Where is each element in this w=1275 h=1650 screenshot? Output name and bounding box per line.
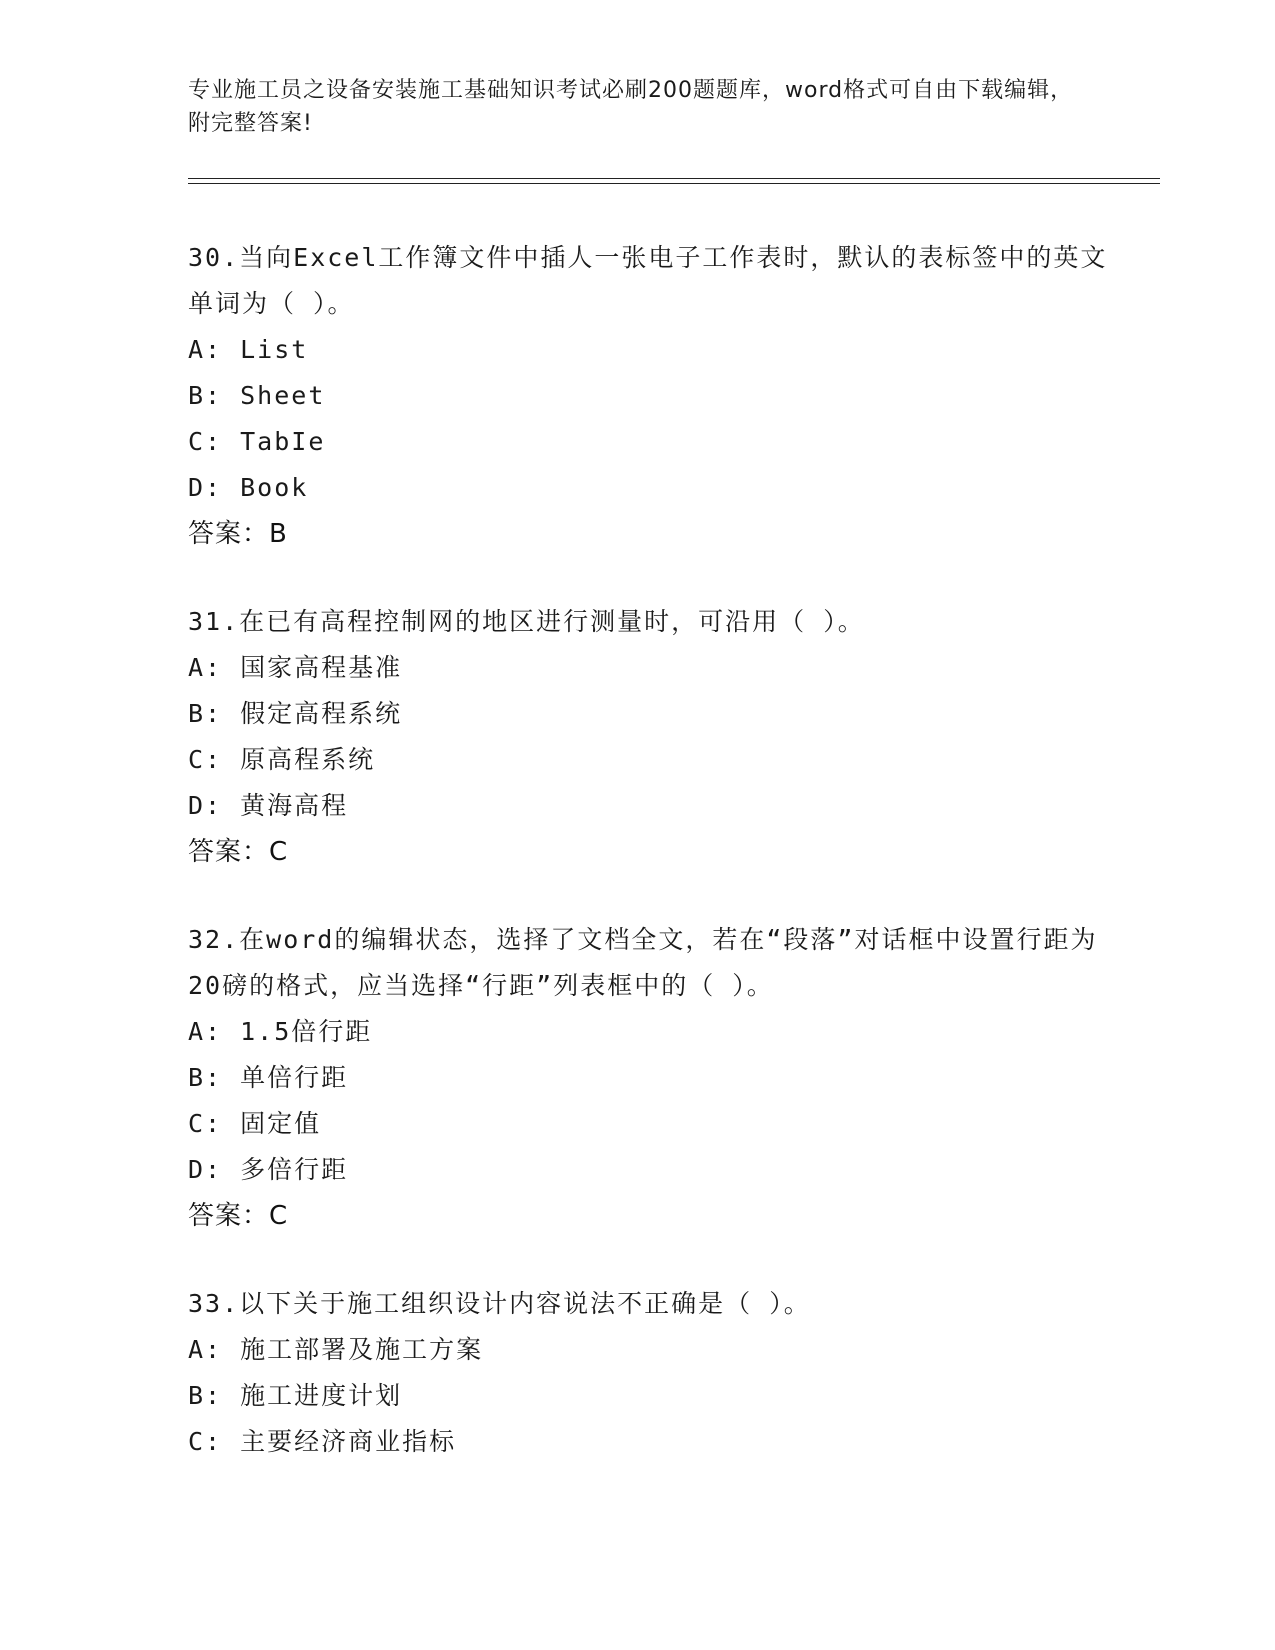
option-a xyxy=(188,1327,1108,1373)
question-text: 以下关于施工组织设计内容说法不正确是（ ）。 xyxy=(239,1289,811,1318)
option-text: 国家高程基准 xyxy=(240,653,403,682)
answer-label: 答案：C xyxy=(188,837,289,867)
option-key: B: xyxy=(188,699,223,728)
question-stem xyxy=(188,599,1108,645)
question-number: 33. xyxy=(188,1289,240,1318)
question-number: 30. xyxy=(188,243,240,272)
option-text: 单倍行距 xyxy=(240,1063,349,1092)
option-key: C: xyxy=(188,1427,223,1456)
question-30 xyxy=(188,235,1108,557)
header-divider-bottom xyxy=(188,183,1160,184)
option-key: A: xyxy=(188,653,223,682)
question-31 xyxy=(188,599,1108,875)
option-b xyxy=(188,373,1108,419)
answer-label: 答案：B xyxy=(188,519,288,549)
option-d xyxy=(188,1147,1108,1193)
option-key: C: xyxy=(188,1109,223,1138)
option-text: 主要经济商业指标 xyxy=(240,1427,457,1456)
option-key: B: xyxy=(188,1063,223,1092)
option-key: C: xyxy=(188,427,223,456)
option-d xyxy=(188,465,1108,511)
option-key: A: xyxy=(188,1335,223,1364)
question-text: 在word的编辑状态，选择了文档全文，若在“段落”对话框中设置行距为20磅的格式，应当选择“行距”列表框中的（ ）。 xyxy=(188,925,1098,1000)
option-text: List xyxy=(240,335,309,364)
option-key: D: xyxy=(188,791,223,820)
option-a xyxy=(188,327,1108,373)
question-text: 在已有高程控制网的地区进行测量时，可沿用（ ）。 xyxy=(239,607,865,636)
option-d xyxy=(188,783,1108,829)
answer-label: 答案：C xyxy=(188,1201,289,1231)
option-text: Book xyxy=(240,473,309,502)
question-text: 当向Excel工作簿文件中插人一张电子工作表时，默认的表标签中的英文单词为（ ）。 xyxy=(188,243,1108,318)
question-stem xyxy=(188,235,1108,327)
document-intro: 专业施工员之设备安装施工基础知识考试必刷200题题库，word格式可自由下载编辑，附完整答案! xyxy=(188,78,1074,136)
option-key: A: xyxy=(188,335,223,364)
option-text: Sheet xyxy=(240,381,326,410)
question-stem xyxy=(188,917,1108,1009)
option-b xyxy=(188,691,1108,737)
option-text: 1.5倍行距 xyxy=(240,1017,373,1046)
option-a xyxy=(188,1009,1108,1055)
option-key: D: xyxy=(188,473,223,502)
option-text: 黄海高程 xyxy=(240,791,349,820)
option-c xyxy=(188,1419,1108,1465)
option-c xyxy=(188,1101,1108,1147)
option-text: 原高程系统 xyxy=(240,745,376,774)
option-text: 固定值 xyxy=(240,1109,322,1138)
option-text: 假定高程系统 xyxy=(240,699,403,728)
option-b xyxy=(188,1373,1108,1419)
option-a xyxy=(188,645,1108,691)
question-number: 31. xyxy=(188,607,240,636)
question-list xyxy=(188,235,1108,1507)
option-text: 施工部署及施工方案 xyxy=(240,1335,484,1364)
question-stem xyxy=(188,1281,1108,1327)
option-text: 多倍行距 xyxy=(240,1155,349,1184)
question-number: 32. xyxy=(188,925,240,954)
option-c xyxy=(188,737,1108,783)
header-divider-top xyxy=(188,178,1160,179)
option-key: D: xyxy=(188,1155,223,1184)
question-33 xyxy=(188,1281,1108,1465)
option-text: TabIe xyxy=(240,427,326,456)
option-key: B: xyxy=(188,381,223,410)
option-key: C: xyxy=(188,745,223,774)
option-c xyxy=(188,419,1108,465)
option-b xyxy=(188,1055,1108,1101)
option-key: B: xyxy=(188,1381,223,1410)
option-text: 施工进度计划 xyxy=(240,1381,403,1410)
option-key: A: xyxy=(188,1017,223,1046)
question-32 xyxy=(188,917,1108,1239)
